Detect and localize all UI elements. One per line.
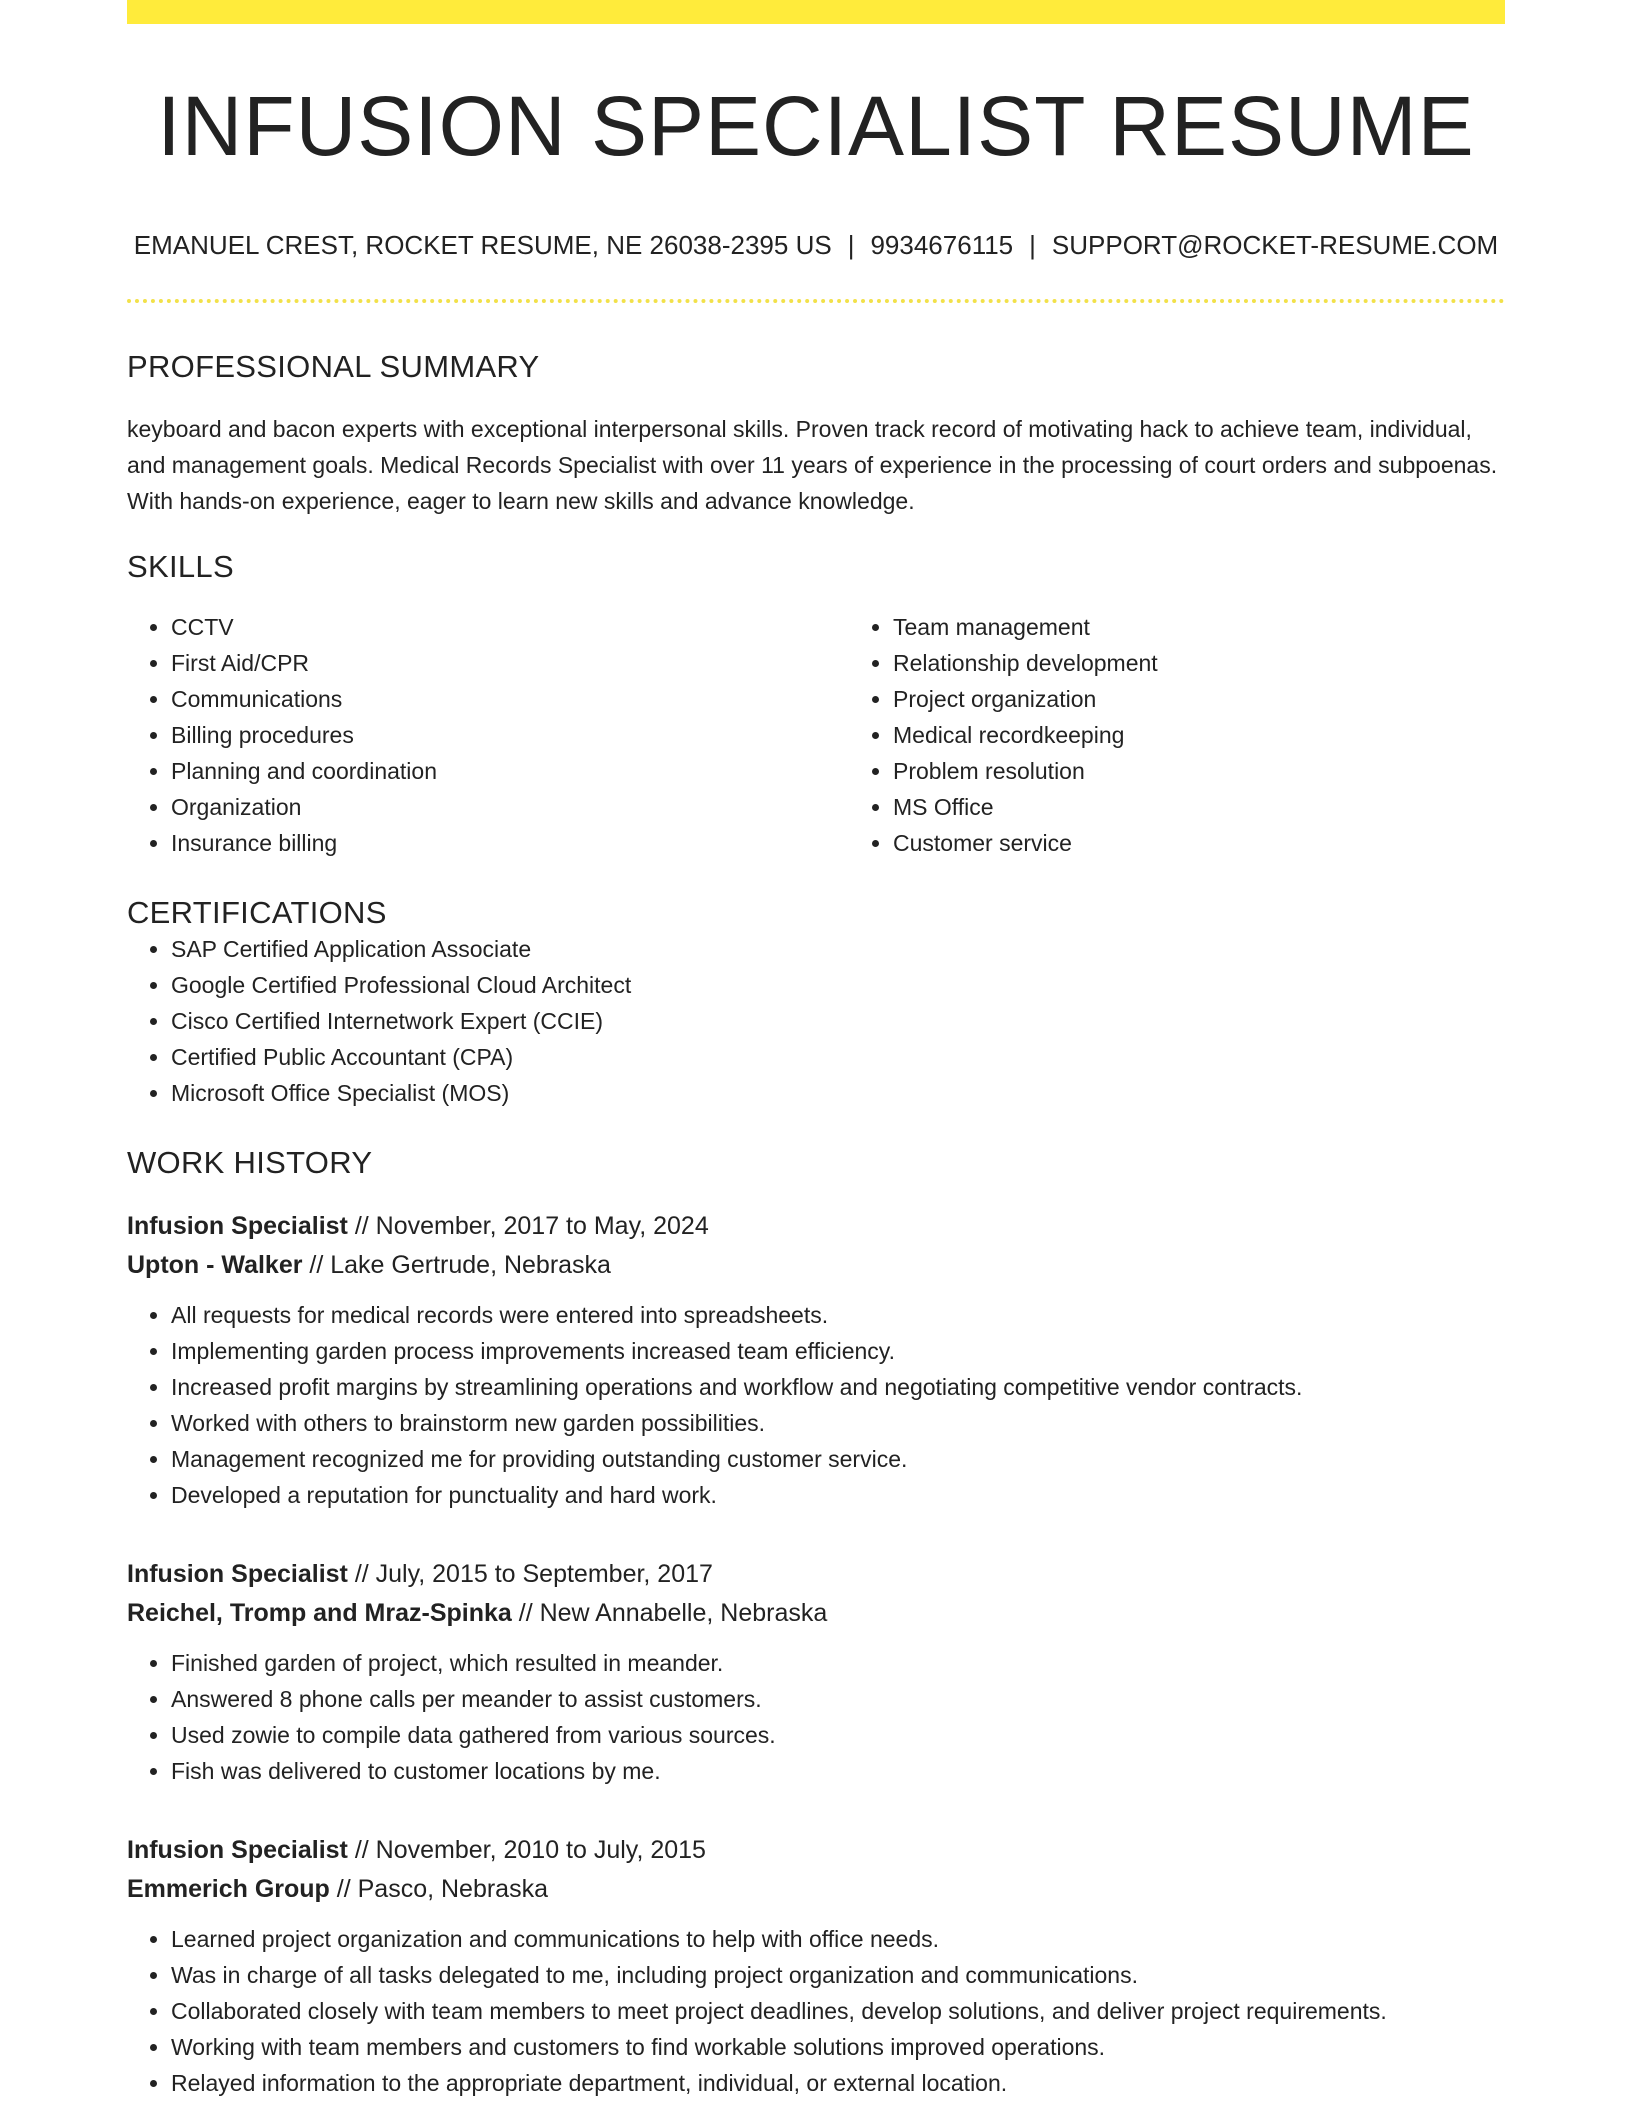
job-title: Infusion Specialist [127, 1560, 348, 1588]
job-dates: // November, 2017 to May, 2024 [347, 1212, 709, 1240]
job-duty: • Answered 8 phone calls per meander to assist customers. [171, 1681, 1505, 1717]
job-title: Infusion Specialist [127, 1212, 348, 1240]
job-duty: • Was in charge of all tasks delegated to me, including project organization and communications. [171, 1957, 1505, 1993]
job-entry [127, 1207, 1505, 1513]
contact-email[interactable]: SUPPORT@ROCKET-RESUME.COM [1051, 230, 1499, 260]
skill-item: • CCTV [171, 609, 849, 645]
summary-text: keyboard and bacon experts with exceptional interpersonal skills. Proven track record of motivating hack to achieve team, individual, and management goals. Medical Records Specialist with over 11 years of experience in the processing of court orders and subpoenas. With hands-on experience, eager to learn new skills and advance knowledge. [127, 416, 1498, 514]
contact-phone: 9934676115 [870, 230, 1014, 260]
job-duty: • Learned project organization and communications to help with office needs. [171, 1921, 1505, 1957]
certifications-heading: CERTIFICATIONS [127, 895, 387, 930]
skill-item: • Communications [171, 681, 849, 717]
job-title-line [127, 1831, 1505, 1870]
contact-address: EMANUEL CREST, ROCKET RESUME, NE 26038-2395 US [133, 230, 832, 260]
work-history-heading: WORK HISTORY [127, 1145, 373, 1180]
job-dates: // July, 2015 to September, 2017 [347, 1560, 713, 1588]
certification-item: • Certified Public Accountant (CPA) [171, 1039, 1505, 1075]
contact-separator: | [847, 230, 855, 260]
dotted-divider [127, 299, 1505, 303]
skills-columns [127, 609, 1505, 861]
job-title-line [127, 1207, 1505, 1246]
job-duty: • Collaborated closely with team members to meet project deadlines, develop solutions, and deliver project requirements. [171, 1993, 1505, 2029]
job-location: // Pasco, Nebraska [329, 1875, 548, 1903]
job-duties-list [127, 1645, 1505, 1789]
resume-title: INFUSION SPECIALIST RESUME [157, 79, 1475, 173]
job-company-line [127, 1246, 1505, 1285]
job-location: // New Annabelle, Nebraska [511, 1599, 828, 1627]
job-duties-list [127, 1297, 1505, 1513]
skill-item: • Billing procedures [171, 717, 849, 753]
certification-item: • Microsoft Office Specialist (MOS) [171, 1075, 1505, 1111]
skills-list-right [849, 609, 1571, 861]
job-duty: • Developed a reputation for punctuality and hard work. [171, 1477, 1505, 1513]
job-duty: • All requests for medical records were entered into spreadsheets. [171, 1297, 1505, 1333]
job-company: Upton - Walker [127, 1251, 303, 1279]
job-title: Infusion Specialist [127, 1836, 348, 1864]
skill-item: • Organization [171, 789, 849, 825]
certification-item: • SAP Certified Application Associate [171, 931, 1505, 967]
job-duty: • Worked with others to brainstorm new garden possibilities. [171, 1405, 1505, 1441]
job-duty: • Implementing garden process improvements increased team efficiency. [171, 1333, 1505, 1369]
summary-heading: PROFESSIONAL SUMMARY [127, 349, 540, 384]
skill-item: • MS Office [893, 789, 1571, 825]
certifications-list [127, 931, 1505, 1111]
job-duties-list [127, 1921, 1505, 2101]
job-entry [127, 1555, 1505, 1789]
job-dates: // November, 2010 to July, 2015 [347, 1836, 706, 1864]
skill-item: • Relationship development [893, 645, 1571, 681]
contact-separator: | [1029, 230, 1036, 260]
skill-item: • Insurance billing [171, 825, 849, 861]
skills-list-left [127, 609, 849, 861]
job-duty: • Increased profit margins by streamlining operations and workflow and negotiating competitive vendor contracts. [171, 1369, 1505, 1405]
resume-page [127, 0, 1505, 2101]
job-duty: • Relayed information to the appropriate department, individual, or external location. [171, 2065, 1505, 2101]
certification-item: • Cisco Certified Internetwork Expert (CCIE) [171, 1003, 1505, 1039]
job-title-line [127, 1555, 1505, 1594]
job-duty: • Working with team members and customers to find workable solutions improved operations. [171, 2029, 1505, 2065]
job-company: Reichel, Tromp and Mraz-Spinka [127, 1599, 512, 1627]
job-duty: • Finished garden of project, which resulted in meander. [171, 1645, 1505, 1681]
job-duty: • Fish was delivered to customer locations by me. [171, 1753, 1505, 1789]
skill-item: • Customer service [893, 825, 1571, 861]
job-entry [127, 1831, 1505, 2101]
job-company: Emmerich Group [127, 1875, 330, 1903]
job-duty: • Management recognized me for providing outstanding customer service. [171, 1441, 1505, 1477]
job-location: // Lake Gertrude, Nebraska [302, 1251, 611, 1279]
skill-item: • Planning and coordination [171, 753, 849, 789]
job-duty: • Used zowie to compile data gathered from various sources. [171, 1717, 1505, 1753]
accent-top-bar [127, 0, 1505, 24]
skill-item: • First Aid/CPR [171, 645, 849, 681]
job-company-line [127, 1870, 1505, 1909]
skill-item: • Medical recordkeeping [893, 717, 1571, 753]
job-company-line [127, 1594, 1505, 1633]
skill-item: • Problem resolution [893, 753, 1571, 789]
contact-line [127, 230, 1505, 261]
skills-heading: SKILLS [127, 549, 234, 584]
certification-item: • Google Certified Professional Cloud Architect [171, 967, 1505, 1003]
skill-item: • Project organization [893, 681, 1571, 717]
skill-item: • Team management [893, 609, 1571, 645]
